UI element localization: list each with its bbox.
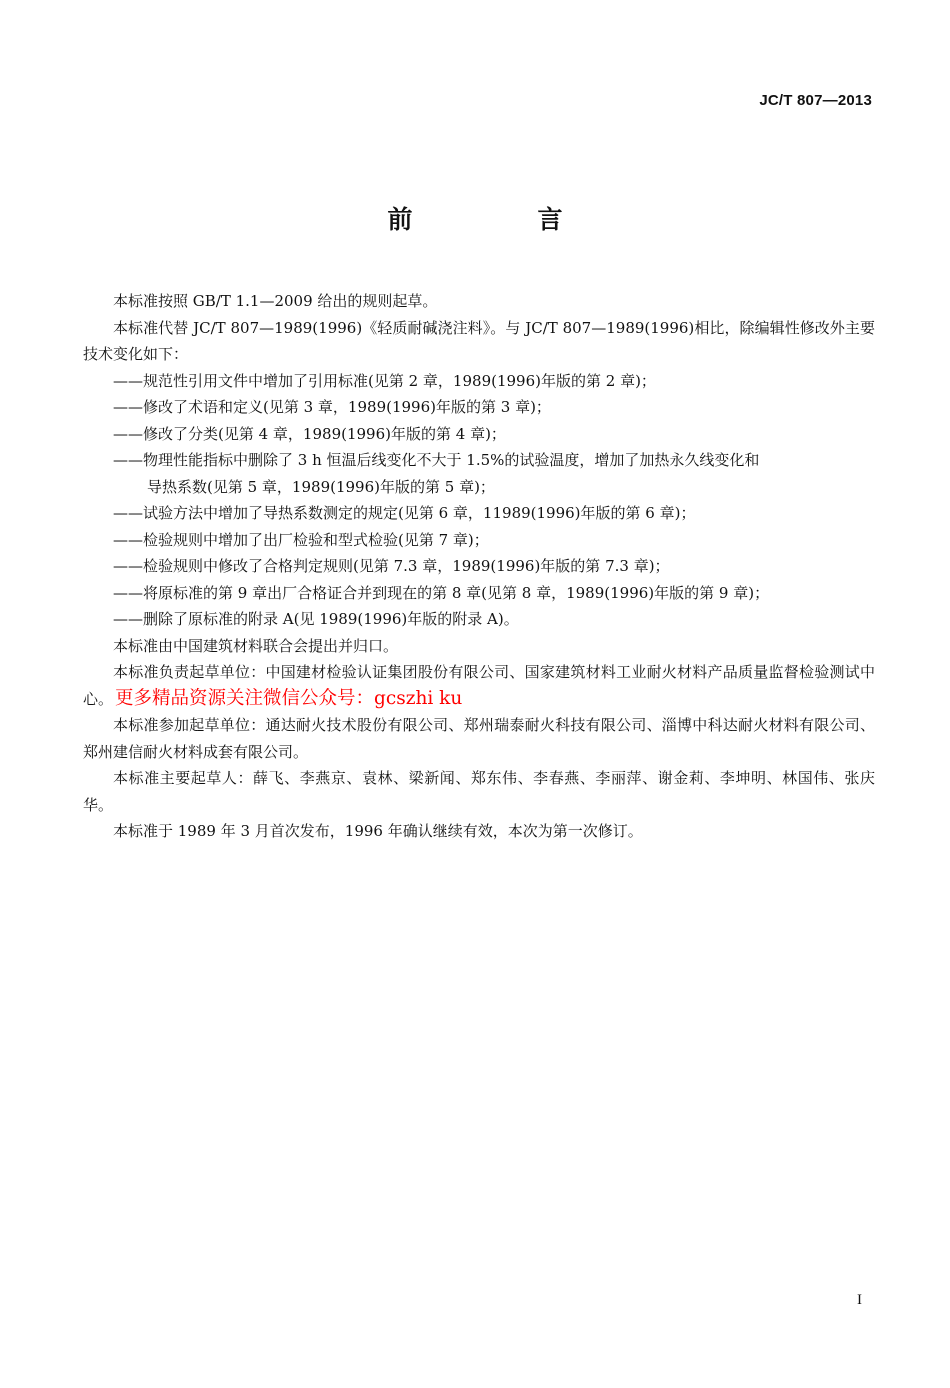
standard-code: JC/T 807—2013 [759, 92, 872, 109]
paragraph-proposed-by: 本标准由中国建筑材料联合会提出并归口。 [113, 636, 399, 655]
page-title: 前 言 [387, 205, 613, 234]
list-item: ——检验规则中增加了出厂检验和型式检验(见第 7 章)； [113, 530, 489, 549]
list-item: ——检验规则中修改了合格判定规则(见第 7.3 章，1989(1996)年版的第 7.3 章)； [113, 557, 670, 575]
paragraph-main-drafters: 本标准主要起草人：薛飞、李燕京、袁林、梁新闻、郑东伟、李春燕、李丽萍、谢金莉、李坤明、林国伟、张庆华。 [83, 769, 875, 814]
list-item: ——试验方法中增加了导热系数测定的规定(见第 6 章，11989(1996)年版的第 6 章)； [113, 504, 696, 522]
list-item-line-1: ——物理性能指标中删除了 3 h 恒温后线变化不大于 1.5%的试验温度，增加了加热永久线变化和 [113, 451, 760, 469]
list-item-line-2: 导热系数(见第 5 章，1989(1996)年版的第 5 章)； [147, 477, 495, 496]
list-item: ——修改了分类(见第 4 章，1989(1996)年版的第 4 章)； [113, 424, 506, 443]
paragraph-replaces: 本标准代替 JC/T 807—1989(1996)《轻质耐碱浇注料》。与 JC/T 807—1989(1996)相比，除编辑性修改外主要技术变化如下： [83, 318, 875, 363]
list-item: ——规范性引用文件中增加了引用标准(见第 2 章，1989(1996)年版的第 2 章)； [113, 371, 656, 390]
paragraph-participating-drafters: 本标准参加起草单位：通达耐火技术股份有限公司、郑州瑞泰耐火科技有限公司、淄博中科达耐火材料有限公司、郑州建信耐火材料成套有限公司。 [83, 716, 875, 761]
list-item: ——将原标准的第 9 章出厂合格证合并到现在的第 8 章(见第 8 章，1989(1996)年版的第 9 章)； [113, 583, 770, 602]
watermark-text: 更多精品资源关注微信公众号：gcszhi ku [115, 687, 463, 709]
lead-drafters-text: 本标准负责起草单位：中国建材检验认证集团股份有限公司、国家建筑材料工业耐火材料产品质量监督检验测试中心。 [83, 663, 875, 708]
list-item [83, 447, 875, 500]
paragraph-drafting-rules: 本标准按照 GB/T 1.1—2009 给出的规则起草。 [113, 292, 438, 310]
document-body [83, 288, 875, 845]
page-number: I [857, 1292, 862, 1308]
paragraph-lead-drafters [83, 659, 875, 712]
list-item: ——删除了原标准的附录 A(见 1989(1996)年版的附录 A)。 [113, 610, 519, 628]
list-item: ——修改了术语和定义(见第 3 章，1989(1996)年版的第 3 章)； [113, 398, 551, 416]
paragraph-history: 本标准于 1989 年 3 月首次发布，1996 年确认继续有效，本次为第一次修订。 [113, 822, 643, 840]
